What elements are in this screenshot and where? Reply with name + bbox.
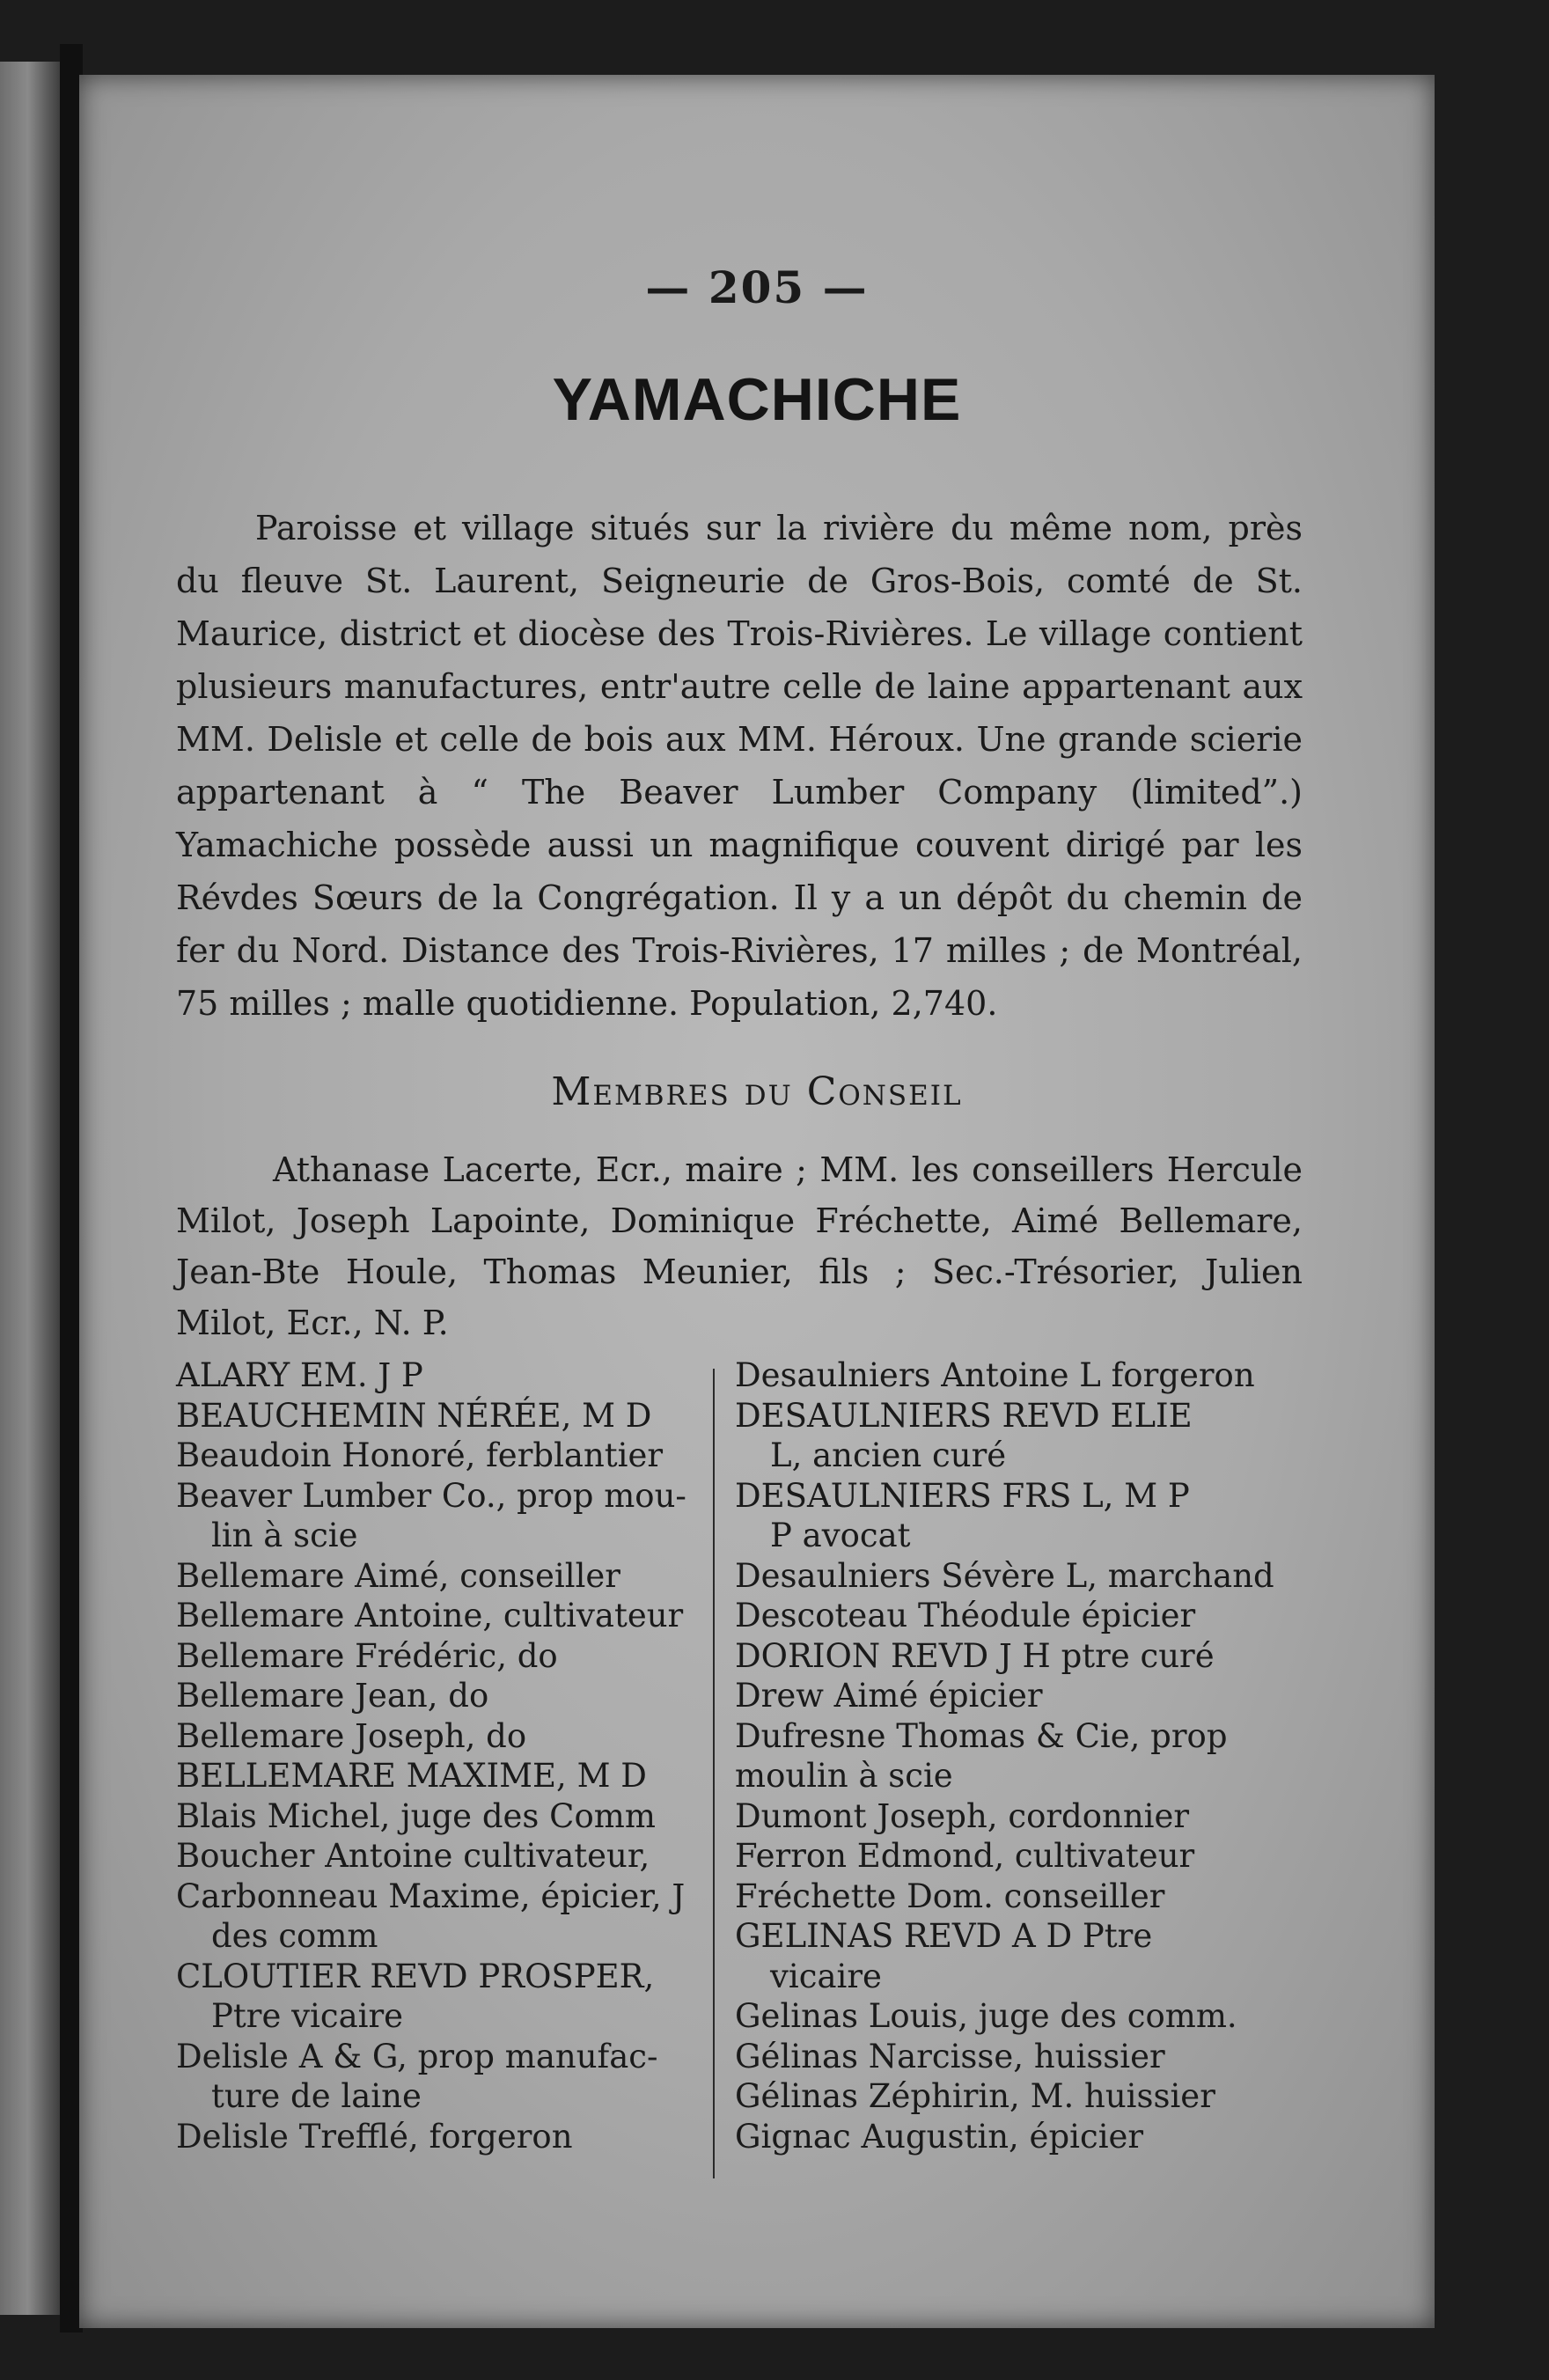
directory-entry: Descoteau Théodule épicier xyxy=(735,1597,1196,1634)
directory-entry: DORION REVD J H ptre curé xyxy=(735,1636,1215,1675)
directory-entry: Dufresne Thomas & Cie, prop xyxy=(735,1716,1228,1755)
directory-entry-continuation: vicaire xyxy=(770,1957,882,1995)
directory-right-column xyxy=(735,1355,1274,2156)
directory-entry-continuation: L, ancien curé xyxy=(770,1436,1007,1474)
directory-entry: Fréchette Dom. conseiller xyxy=(735,1877,1165,1915)
directory-entry-continuation: des comm xyxy=(211,1917,378,1955)
directory-entry: Delisle Trefflé, forgeron xyxy=(176,2117,573,2156)
intro-paragraph: Paroisse et village situés sur la rivière du même nom, près du fleuve St. Laurent, Seigneurie de Gros-Bois, comté de St. Maurice, district et diocèse des Trois-Rivières. Le village contient plusieurs manufactures, entr'autre celle de laine appartenant aux MM. Delisle et celle de bois aux MM. Héroux. Une grande scierie appartenant à “ The Beaver Lumber Company (limited”.) Yamachiche possède aussi un magnifique couvent dirigé par les Révdes Sœurs de la Congrégation. Il y a un dépôt du chemin de fer du Nord. Distance des Trois-Rivières, 17 milles ; de Montréal, 75 milles ; malle quotidienne. Population, 2,740. xyxy=(176,509,1303,1023)
directory-entry: Drew Aimé épicier xyxy=(735,1677,1043,1715)
directory-entry: Beaudoin Honoré, ferblantier xyxy=(176,1436,664,1474)
directory-entry: Bellemare Joseph, do xyxy=(176,1716,527,1755)
directory-entry: DESAULNIERS REVD ELIE xyxy=(735,1396,1193,1435)
directory-entry: Boucher Antoine cultivateur, xyxy=(176,1837,650,1875)
directory-entry: Bellemare Frédéric, do xyxy=(176,1636,558,1675)
directory-entry: Bellemare Aimé, conseiller xyxy=(176,1556,620,1595)
directory-entry: Gignac Augustin, épicier xyxy=(735,2117,1144,2156)
directory-entry: Desaulniers Sévère L, marchand xyxy=(735,1556,1274,1595)
directory-entry: ALARY EM. J P xyxy=(176,1356,423,1394)
directory-entry: Dumont Joseph, cordonnier xyxy=(735,1796,1190,1835)
column-divider xyxy=(713,1369,715,2178)
directory-entry: moulin à scie xyxy=(735,1757,953,1795)
council-section-title: Membres du Conseil xyxy=(551,1069,963,1114)
directory-entry: BEAUCHEMIN NÉRÉE, M D xyxy=(176,1396,652,1435)
directory-entry: Delisle A & G, prop manufac- xyxy=(176,2037,658,2075)
directory-entry-continuation: ture de laine xyxy=(211,2077,422,2115)
directory-entry: Beaver Lumber Co., prop mou- xyxy=(176,1476,686,1515)
directory-entry: CLOUTIER REVD PROSPER, xyxy=(176,1957,655,1995)
directory-left-column xyxy=(176,1355,704,2156)
previous-page-edge xyxy=(0,62,62,2315)
directory-entry-continuation: P avocat xyxy=(770,1517,911,1554)
directory-entry: Desaulniers Antoine L forgeron xyxy=(735,1356,1255,1394)
directory-entry-continuation: lin à scie xyxy=(211,1517,358,1554)
directory-entry: Carbonneau Maxime, épicier, J xyxy=(176,1877,686,1915)
directory-entry: Ferron Edmond, cultivateur xyxy=(735,1837,1195,1875)
directory-entry: BELLEMARE MAXIME, M D xyxy=(176,1757,647,1795)
directory-entry: Gélinas Narcisse, huissier xyxy=(735,2037,1165,2075)
directory-entry: Bellemare Jean, do xyxy=(176,1677,489,1715)
directory-entry-continuation: Ptre vicaire xyxy=(211,1997,404,2035)
directory-entry: Gélinas Zéphirin, M. huissier xyxy=(735,2077,1215,2115)
directory-entry: Blais Michel, juge des Comm xyxy=(176,1796,656,1835)
page-number: — 205 — xyxy=(645,261,869,313)
council-paragraph: Athanase Lacerte, Ecr., maire ; MM. les conseillers Hercule Milot, Joseph Lapointe, Dominique Fréchette, Aimé Bellemare, Jean-Bte Houle, Thomas Meunier, fils ; Sec.-Trésorier, Julien Milot, Ecr., N. P. xyxy=(176,1150,1303,1342)
directory-entry: DESAULNIERS FRS L, M P xyxy=(735,1476,1190,1515)
directory-entry: Bellemare Antoine, cultivateur xyxy=(176,1597,684,1634)
directory-entry: GELINAS REVD A D Ptre xyxy=(735,1917,1153,1955)
page-title: YAMACHICHE xyxy=(552,366,962,433)
directory-entry: Gelinas Louis, juge des comm. xyxy=(735,1997,1237,2035)
book-page xyxy=(79,75,1435,2328)
